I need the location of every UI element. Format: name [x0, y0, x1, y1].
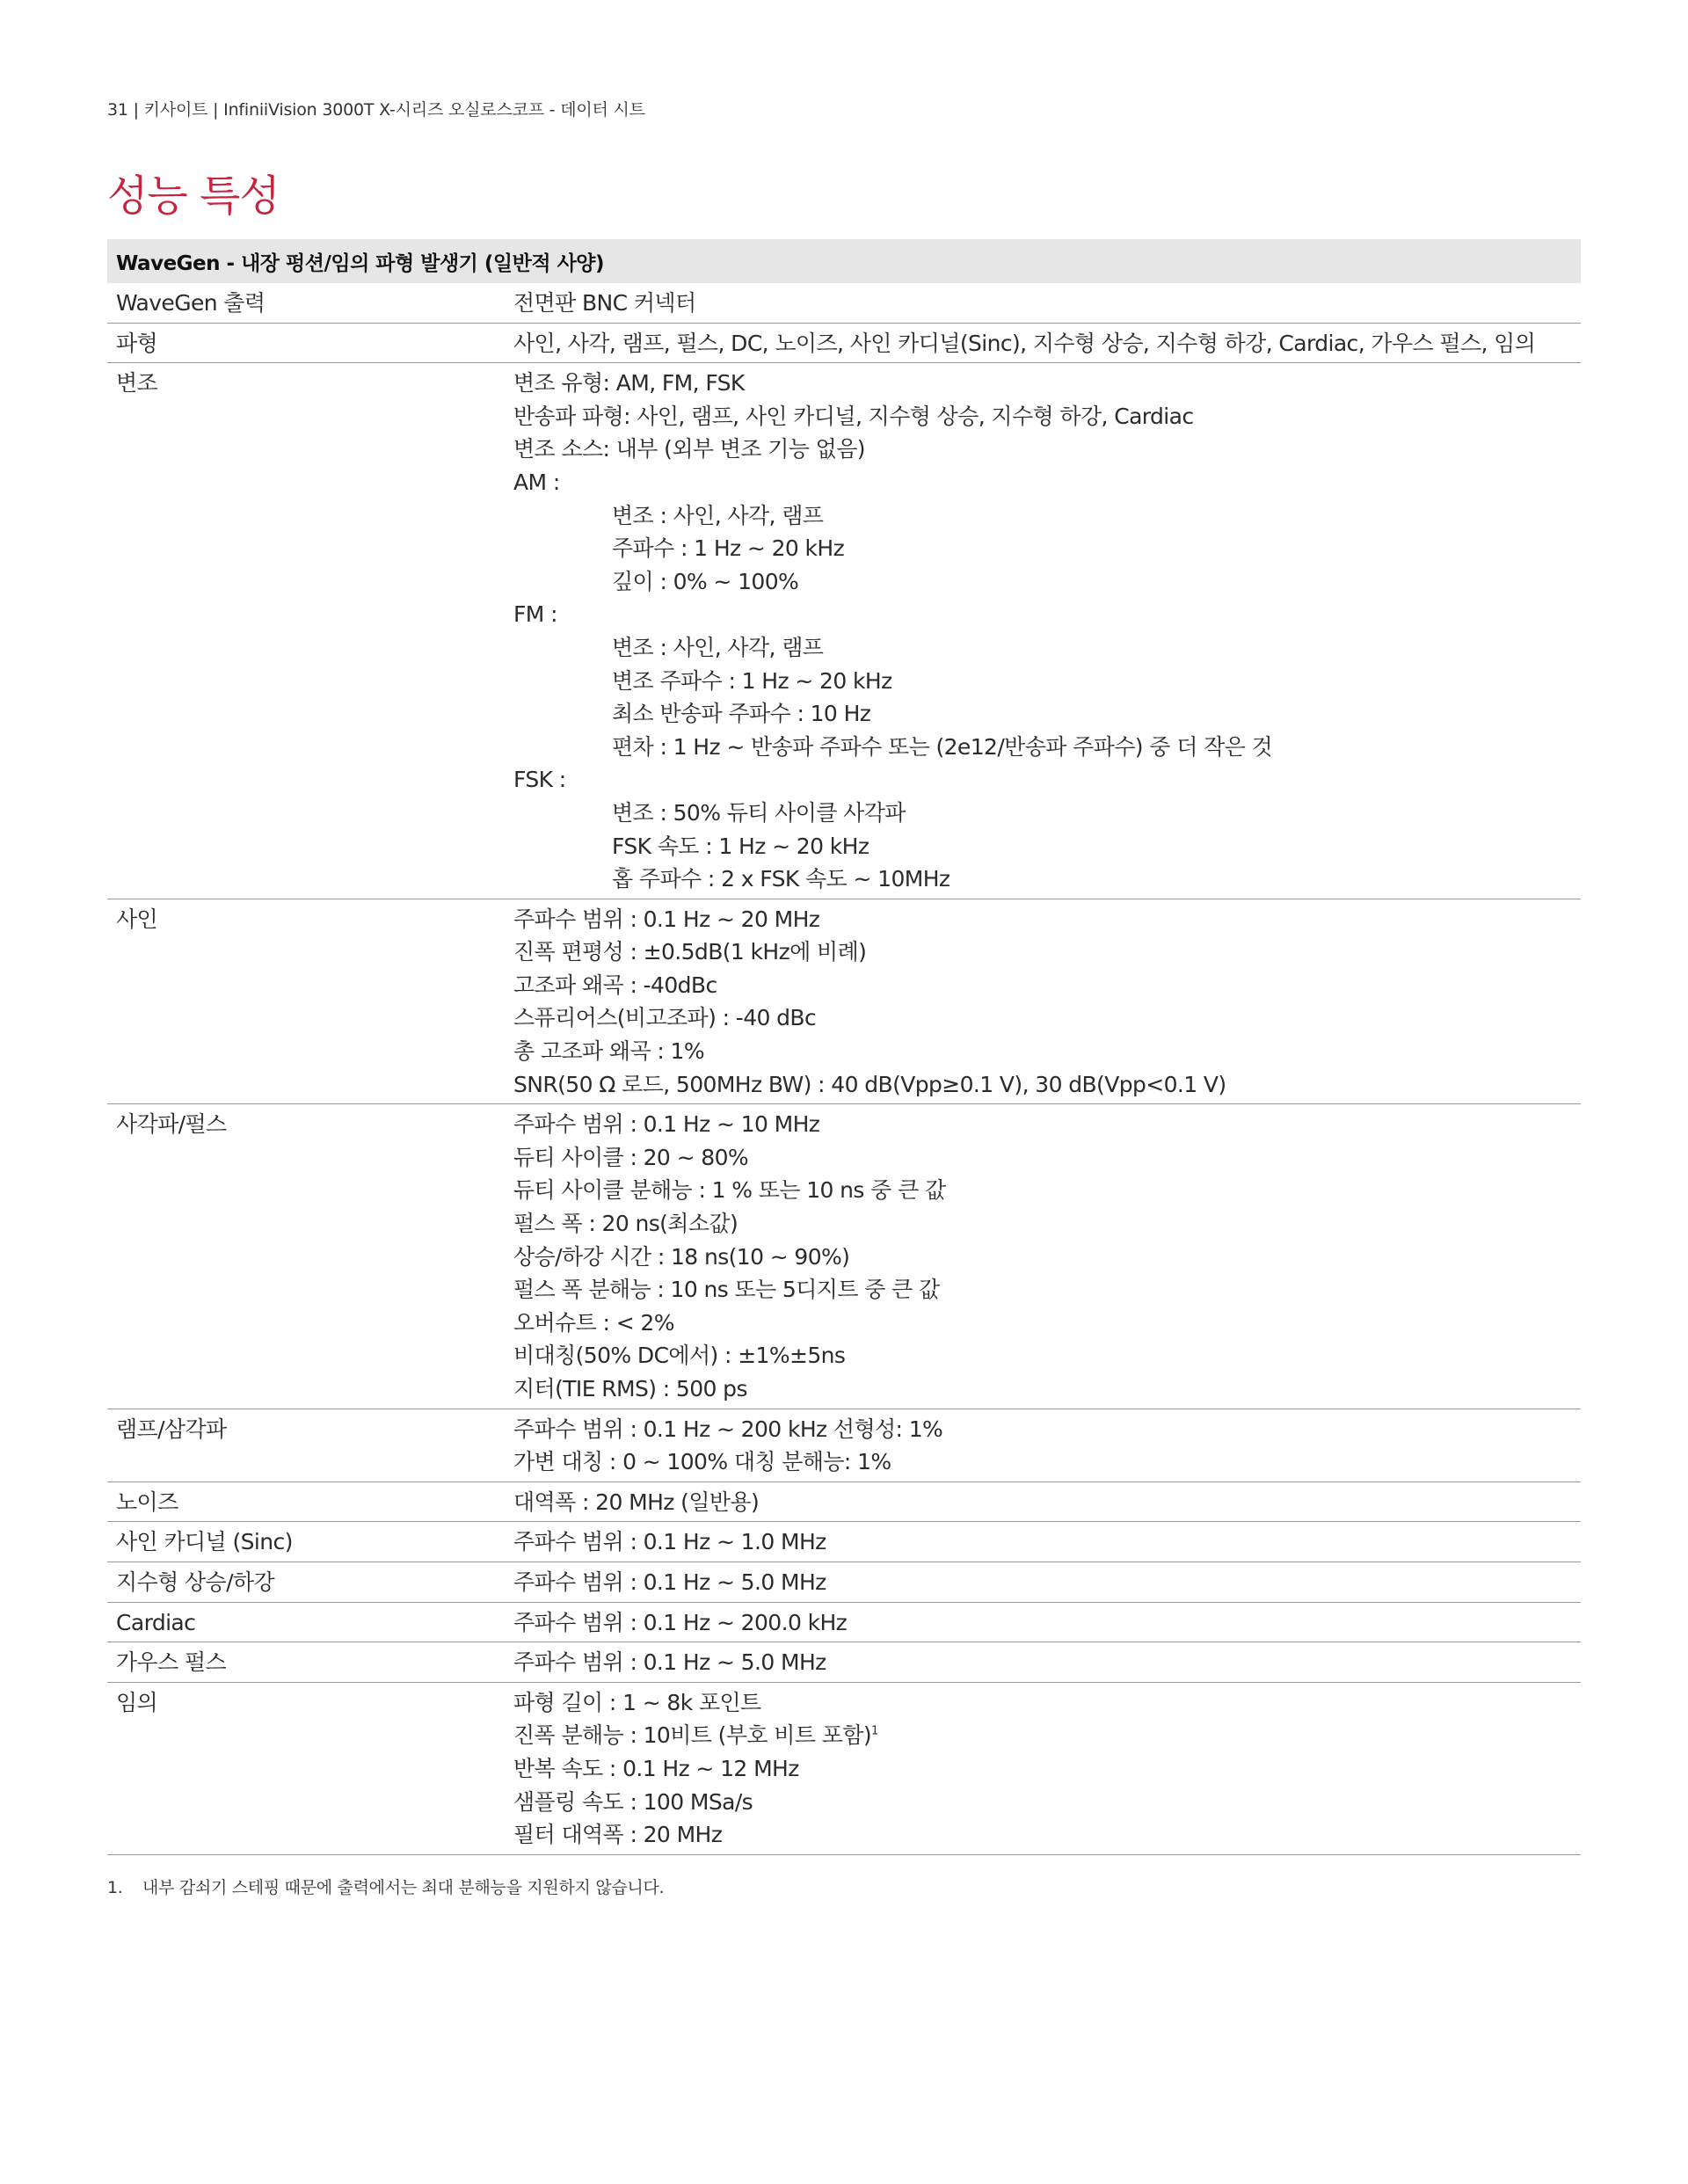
- spec-value-line: [513, 367, 1572, 400]
- spec-parameter: 사각파/펄스: [107, 1104, 508, 1409]
- spec-value-text: 진폭 분해능 : 10비트 (부호 비트 포함): [513, 1722, 871, 1749]
- spec-value-line: [513, 1413, 1572, 1446]
- spec-value-line: [513, 830, 1572, 863]
- spec-value-line: [513, 1372, 1572, 1406]
- spec-value-line: [513, 1719, 1572, 1752]
- spec-value-text: 홉 주파수 : 2 x FSK 속도 ~ 10MHz: [612, 866, 950, 892]
- spec-value-text: 변조 : 사인, 사각, 램프: [612, 502, 824, 528]
- spec-value-line: [513, 1035, 1572, 1068]
- spec-value-text: 비대칭(50% DC에서) : ±1%±5ns: [513, 1343, 846, 1369]
- spec-parameter: 파형: [107, 323, 508, 363]
- spec-value-text: 듀티 사이클 : 20 ~ 80%: [513, 1144, 749, 1170]
- spec-value-text: 최소 반송파 주파수 : 10 Hz: [612, 701, 871, 727]
- spec-value-line: [513, 935, 1572, 969]
- spec-value-line: [513, 565, 1572, 599]
- spec-value-line: [513, 327, 1572, 360]
- wavegen-spec-table: [107, 239, 1581, 1855]
- spec-value: [508, 1522, 1581, 1562]
- spec-value-text: 변조 유형: AM, FM, FSK: [513, 370, 745, 397]
- spec-value-text: 주파수 범위 : 0.1 Hz ~ 1.0 MHz: [513, 1529, 826, 1555]
- spec-parameter: 램프/삼각파: [107, 1409, 508, 1481]
- spec-value-text: 변조 : 사인, 사각, 램프: [612, 634, 824, 660]
- spec-value-line: [513, 1174, 1572, 1207]
- spec-value-line: [513, 665, 1572, 698]
- spec-value-line: [513, 1686, 1572, 1720]
- table-caption: WaveGen - 내장 펑션/임의 파형 발생기 (일반적 사양): [107, 239, 1581, 283]
- spec-value: [508, 1562, 1581, 1602]
- spec-value-text: FSK :: [513, 767, 566, 793]
- footnote-number: 1.: [107, 1878, 123, 1897]
- spec-value-line: [513, 1141, 1572, 1175]
- table-row: [107, 283, 1581, 323]
- spec-value-line: [513, 903, 1572, 936]
- spec-value-text: 주파수 범위 : 0.1 Hz ~ 200 kHz 선형성: 1%: [513, 1416, 943, 1442]
- spec-parameter: 사인: [107, 899, 508, 1104]
- spec-value: [508, 1104, 1581, 1409]
- spec-value-line: [513, 1307, 1572, 1340]
- spec-value-line: [513, 532, 1572, 565]
- spec-value-text: 대역폭 : 20 MHz (일반용): [513, 1489, 760, 1515]
- footnote-ref: 1: [870, 1725, 878, 1739]
- spec-value-line: [513, 969, 1572, 1002]
- spec-value: [508, 363, 1581, 899]
- table-row: [107, 1682, 1581, 1854]
- spec-value-text: 사인, 사각, 램프, 펄스, DC, 노이즈, 사인 카디널(Sinc), 지수형 상승, 지수형 하강, Cardiac, 가우스 펄스, 임의: [513, 330, 1536, 356]
- spec-value-text: 반복 속도 : 0.1 Hz ~ 12 MHz: [513, 1755, 799, 1781]
- spec-parameter: 지수형 상승/하강: [107, 1562, 508, 1602]
- spec-parameter: 임의: [107, 1682, 508, 1854]
- spec-value-line: [513, 1525, 1572, 1559]
- spec-value-text: 필터 대역폭 : 20 MHz: [513, 1822, 723, 1848]
- spec-value-text: 상승/하강 시간 : 18 ns(10 ~ 90%): [513, 1243, 850, 1270]
- section-title: 성능 특성: [107, 171, 280, 221]
- spec-value-text: 주파수 범위 : 0.1 Hz ~ 20 MHz: [513, 906, 820, 932]
- spec-value-line: [513, 1566, 1572, 1599]
- spec-value-text: 파형 길이 : 1 ~ 8k 포인트: [513, 1689, 761, 1715]
- spec-value-line: [513, 1818, 1572, 1852]
- spec-value-line: [513, 1207, 1572, 1241]
- spec-value-text: 편차 : 1 Hz ~ 반송파 주파수 또는 (2e12/반송파 주파수) 중 더 작은 것: [612, 733, 1273, 760]
- spec-value-line: [513, 499, 1572, 533]
- spec-value-text: SNR(50 Ω 로드, 500MHz BW) : 40 dB(Vpp≥0.1 V), 30 dB(Vpp<0.1 V): [513, 1071, 1226, 1097]
- table-row: [107, 899, 1581, 1104]
- spec-value-text: FSK 속도 : 1 Hz ~ 20 kHz: [612, 833, 869, 859]
- spec-value-text: 지터(TIE RMS) : 500 ps: [513, 1376, 747, 1401]
- spec-value-text: 고조파 왜곡 : -40dBc: [513, 972, 717, 998]
- table-row: [107, 1602, 1581, 1642]
- spec-value-line: [513, 1108, 1572, 1141]
- table-row: [107, 363, 1581, 899]
- spec-value-line: [513, 763, 1572, 797]
- spec-value-text: 듀티 사이클 분해능 : 1 % 또는 10 ns 중 큰 값: [513, 1177, 946, 1204]
- footnote-text: 내부 감쇠기 스테핑 때문에 출력에서는 최대 분해능을 지원하지 않습니다.: [142, 1878, 665, 1897]
- spec-value-line: [513, 1606, 1572, 1640]
- spec-value-text: FM :: [513, 601, 557, 628]
- spec-parameter: Cardiac: [107, 1602, 508, 1642]
- spec-value: [508, 1682, 1581, 1854]
- table-row: [107, 1642, 1581, 1683]
- page-number: 31: [107, 100, 128, 120]
- spec-parameter: 변조: [107, 363, 508, 899]
- spec-value-text: 전면판 BNC 커넥터: [513, 290, 696, 316]
- spec-value: [508, 1602, 1581, 1642]
- spec-value-line: [513, 466, 1572, 499]
- spec-parameter: 사인 카디널 (Sinc): [107, 1522, 508, 1562]
- footnote: [107, 1875, 664, 1898]
- spec-value-line: [513, 1339, 1572, 1372]
- spec-value-line: [513, 1241, 1572, 1274]
- spec-value-line: [513, 287, 1572, 320]
- spec-value-line: [513, 731, 1572, 764]
- spec-value-line: [513, 1786, 1572, 1819]
- spec-value: [508, 1409, 1581, 1481]
- spec-value-line: [513, 697, 1572, 731]
- spec-value-line: [513, 400, 1572, 433]
- spec-value-text: 주파수 범위 : 0.1 Hz ~ 5.0 MHz: [513, 1649, 826, 1676]
- spec-value-line: [513, 1486, 1572, 1519]
- spec-value-text: 가변 대칭 : 0 ~ 100% 대칭 분해능: 1%: [513, 1449, 891, 1475]
- spec-value-text: 변조 : 50% 듀티 사이클 사각파: [612, 799, 906, 826]
- spec-value: [508, 899, 1581, 1104]
- spec-value-text: 펄스 폭 : 20 ns(최소값): [513, 1211, 738, 1237]
- spec-value-text: 주파수 범위 : 0.1 Hz ~ 5.0 MHz: [513, 1569, 826, 1595]
- spec-value-text: 스퓨리어스(비고조파) : -40 dBc: [513, 1005, 817, 1031]
- spec-value-text: 진폭 편평성 : ±0.5dB(1 kHz에 비례): [513, 939, 867, 965]
- spec-value-line: [513, 433, 1572, 466]
- spec-value-text: 변조 소스: 내부 (외부 변조 기능 없음): [513, 436, 865, 462]
- spec-parameter: WaveGen 출력: [107, 283, 508, 323]
- spec-value-text: 주파수 범위 : 0.1 Hz ~ 200.0 kHz: [513, 1609, 848, 1635]
- table-row: [107, 1562, 1581, 1602]
- spec-parameter: 가우스 펄스: [107, 1642, 508, 1683]
- table-caption-row: [107, 239, 1581, 283]
- spec-value-line: [513, 1646, 1572, 1679]
- running-title: 키사이트 | InfiniiVision 3000T X-시리즈 오실로스코프 - 데이터 시트: [143, 100, 645, 120]
- spec-value-line: [513, 1445, 1572, 1479]
- spec-value-line: [513, 1068, 1572, 1102]
- spec-value-text: 변조 주파수 : 1 Hz ~ 20 kHz: [612, 667, 892, 694]
- spec-value-text: 주파수 범위 : 0.1 Hz ~ 10 MHz: [513, 1111, 820, 1138]
- spec-value: [508, 1481, 1581, 1522]
- spec-value-text: 깊이 : 0% ~ 100%: [612, 568, 799, 594]
- spec-value-line: [513, 797, 1572, 830]
- spec-value-text: 총 고조파 왜곡 : 1%: [513, 1038, 704, 1065]
- spec-value: [508, 283, 1581, 323]
- spec-table-body: [107, 283, 1581, 1854]
- running-header: 31 | 키사이트 | InfiniiVision 3000T X-시리즈 오실로스코프 - 데이터 시트: [107, 100, 645, 120]
- spec-parameter: 노이즈: [107, 1481, 508, 1522]
- spec-value-text: 주파수 : 1 Hz ~ 20 kHz: [612, 535, 845, 562]
- spec-value: [508, 323, 1581, 363]
- table-row: [107, 323, 1581, 363]
- spec-value-text: 펄스 폭 분해능 : 10 ns 또는 5디지트 중 큰 값: [513, 1277, 940, 1303]
- spec-value-text: AM :: [513, 469, 560, 495]
- spec-value-line: [513, 1273, 1572, 1307]
- table-row: [107, 1481, 1581, 1522]
- spec-value-line: [513, 1001, 1572, 1035]
- spec-value-text: 반송파 파형: 사인, 램프, 사인 카디널, 지수형 상승, 지수형 하강, Cardiac: [513, 403, 1194, 429]
- spec-value-line: [513, 863, 1572, 896]
- table-row: [107, 1104, 1581, 1409]
- spec-value: [508, 1642, 1581, 1683]
- spec-value-text: 오버슈트 : < 2%: [513, 1309, 674, 1336]
- table-row: [107, 1522, 1581, 1562]
- spec-value-line: [513, 631, 1572, 665]
- spec-value-line: [513, 1752, 1572, 1786]
- spec-value-text: 샘플링 속도 : 100 MSa/s: [513, 1788, 753, 1815]
- spec-value-line: [513, 598, 1572, 631]
- table-row: [107, 1409, 1581, 1481]
